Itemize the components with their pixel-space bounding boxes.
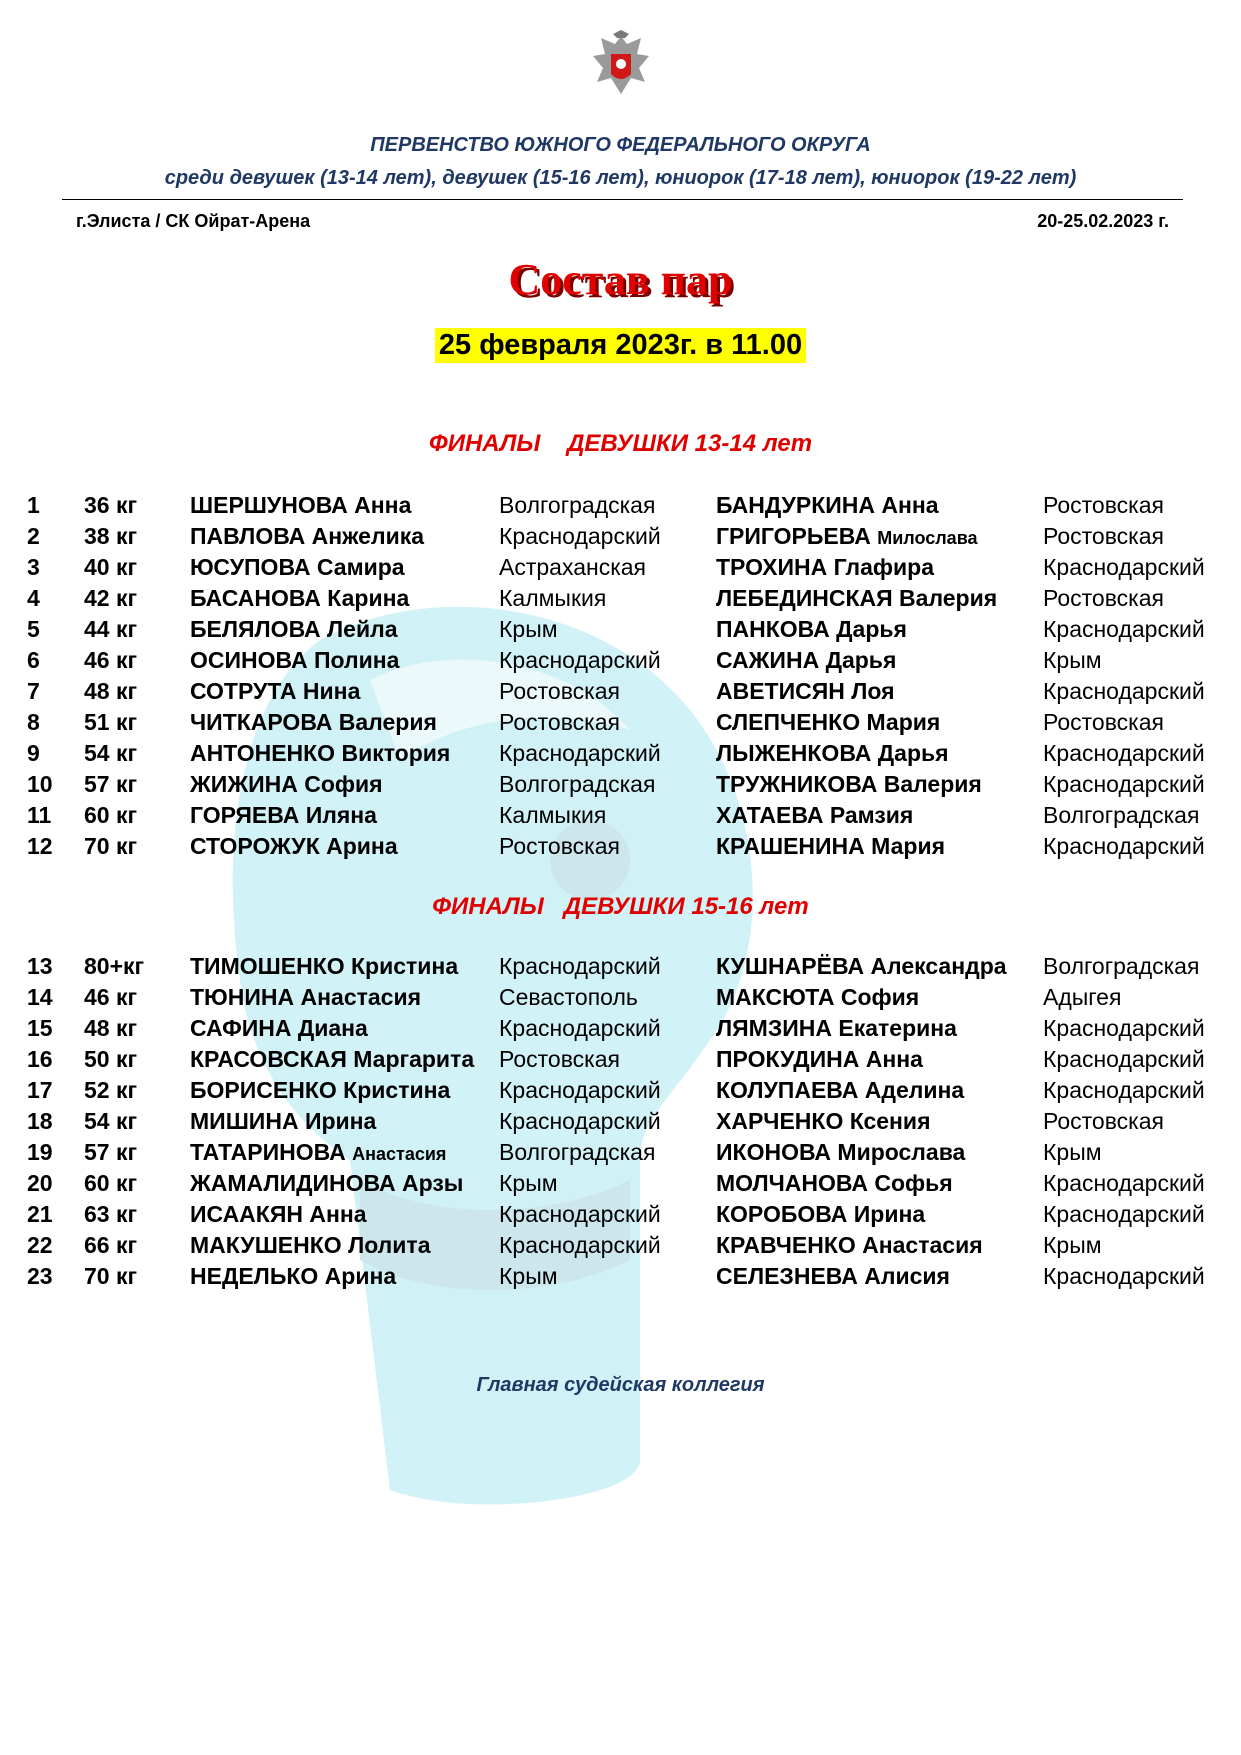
boxer-red-region: Волгоградская <box>499 771 656 797</box>
boxer-red-region: Волгоградская <box>499 492 656 518</box>
bout-number: 1 <box>27 492 40 518</box>
boxer-blue-name-text: МАКСЮТА София <box>716 984 920 1010</box>
boxer-blue-name-small: Милослава <box>877 528 978 548</box>
boxer-blue-name-text: КОРОБОВА Ирина <box>716 1201 926 1227</box>
pair-row <box>0 984 1241 1015</box>
weight-class: 80+кг <box>84 953 145 979</box>
pair-row <box>0 616 1241 647</box>
boxer-red-name <box>190 1139 446 1166</box>
weight-class: 40 кг <box>84 554 138 580</box>
boxer-red-name <box>190 616 398 643</box>
bout-number: 23 <box>27 1263 53 1289</box>
boxer-blue-name-text: САЖИНА Дарья <box>716 647 897 673</box>
boxer-blue-region: Краснодарский <box>1043 1015 1205 1041</box>
boxer-blue-name-text: АВЕТИСЯН Лоя <box>716 678 895 704</box>
boxer-blue-name-text: ГРИГОРЬЕВА <box>716 523 871 549</box>
boxer-red-name-text: ТИМОШЕНКО Кристина <box>190 953 459 979</box>
boxer-red-region: Ростовская <box>499 678 620 704</box>
boxer-blue-name <box>716 802 913 829</box>
boxer-red-region: Калмыкия <box>499 802 607 828</box>
boxer-blue-name <box>716 585 997 612</box>
boxer-red-name <box>190 523 424 550</box>
pair-row <box>0 1201 1241 1232</box>
weight-class: 60 кг <box>84 802 138 828</box>
pair-row <box>0 492 1241 523</box>
pair-row <box>0 953 1241 984</box>
boxer-red-name <box>190 771 383 798</box>
boxer-blue-region: Адыгея <box>1043 984 1122 1010</box>
boxer-blue-region: Краснодарский <box>1043 771 1205 797</box>
weight-class: 57 кг <box>84 771 138 797</box>
boxer-red-name-text: ЖИЖИНА София <box>190 771 383 797</box>
boxer-red-region: Крым <box>499 1170 558 1196</box>
boxer-blue-region: Краснодарский <box>1043 740 1205 766</box>
boxer-red-name <box>190 1201 367 1228</box>
boxer-red-region: Краснодарский <box>499 1077 661 1103</box>
boxer-blue-name <box>716 1170 953 1197</box>
boxer-blue-name <box>716 709 940 736</box>
boxer-blue-name <box>716 771 982 798</box>
boxer-blue-name <box>716 1046 923 1073</box>
boxer-red-name-text: ЖАМАЛИДИНОВА Арзы <box>190 1170 464 1196</box>
weight-class: 54 кг <box>84 1108 138 1134</box>
bout-number: 21 <box>27 1201 53 1227</box>
boxer-blue-region: Ростовская <box>1043 523 1164 549</box>
venue: г.Элиста / СК Ойрат-Арена <box>76 211 311 231</box>
bout-number: 19 <box>27 1139 53 1165</box>
boxer-red-region: Краснодарский <box>499 647 661 673</box>
boxer-red-name <box>190 802 377 829</box>
boxer-blue-name <box>716 1139 965 1166</box>
bout-number: 18 <box>27 1108 53 1134</box>
boxer-blue-name-text: КУШНАРЁВА Александра <box>716 953 1007 979</box>
boxer-red-name-text: АНТОНЕНКО Виктория <box>190 740 451 766</box>
section-title-15-16: ФИНАЛЫ ДЕВУШКИ 15-16 лет <box>432 893 809 920</box>
boxer-blue-region: Ростовская <box>1043 1108 1164 1134</box>
boxer-red-region: Краснодарский <box>499 953 661 979</box>
boxer-blue-name-text: ПРОКУДИНА Анна <box>716 1046 923 1072</box>
weight-class: 66 кг <box>84 1232 138 1258</box>
weight-class: 48 кг <box>84 1015 138 1041</box>
boxer-blue-region: Ростовская <box>1043 492 1164 518</box>
boxer-blue-region: Краснодарский <box>1043 1077 1205 1103</box>
boxer-blue-name <box>716 1108 931 1135</box>
boxer-red-name-text: МИШИНА Ирина <box>190 1108 377 1134</box>
pairs-list-15-16 <box>0 953 1241 1294</box>
boxer-red-name-text: ОСИНОВА Полина <box>190 647 400 673</box>
boxer-blue-name <box>716 523 978 550</box>
boxer-red-name <box>190 709 437 736</box>
pair-row <box>0 1139 1241 1170</box>
weight-class: 70 кг <box>84 833 138 859</box>
boxer-blue-region: Краснодарский <box>1043 1263 1205 1289</box>
weight-class: 63 кг <box>84 1201 138 1227</box>
bout-number: 16 <box>27 1046 53 1072</box>
bout-number: 20 <box>27 1170 53 1196</box>
boxer-blue-name <box>716 616 907 643</box>
boxer-blue-name-text: ИКОНОВА Мирослава <box>716 1139 966 1165</box>
weight-class: 44 кг <box>84 616 138 642</box>
boxer-red-region: Ростовская <box>499 709 620 735</box>
weight-class: 50 кг <box>84 1046 138 1072</box>
boxer-blue-region: Краснодарский <box>1043 616 1205 642</box>
pair-row <box>0 833 1241 864</box>
championship-subtitle: среди девушек (13-14 лет), девушек (15-16 лет), юниорок (17-18 лет), юниорок (19-22 лет) <box>164 167 1077 189</box>
bout-number: 9 <box>27 740 40 766</box>
boxer-red-name-text: НЕДЕЛЬКО Арина <box>190 1263 397 1289</box>
boxer-red-name-text: СТОРОЖУК Арина <box>190 833 398 859</box>
boxer-blue-region: Крым <box>1043 1232 1102 1258</box>
boxer-blue-name-text: ЛЕБЕДИНСКАЯ Валерия <box>716 585 998 611</box>
boxer-blue-region: Волгоградская <box>1043 953 1200 979</box>
boxer-blue-name <box>716 554 934 581</box>
boxer-red-name-text: САФИНА Диана <box>190 1015 368 1041</box>
boxer-blue-name-text: БАНДУРКИНА Анна <box>716 492 939 518</box>
boxer-blue-name-text: ПАНКОВА Дарья <box>716 616 907 642</box>
boxer-blue-name-text: ХАТАЕВА Рамзия <box>716 802 914 828</box>
boxer-red-region: Краснодарский <box>499 1232 661 1258</box>
boxer-blue-region: Ростовская <box>1043 709 1164 735</box>
pair-row <box>0 1232 1241 1263</box>
bout-number: 8 <box>27 709 40 735</box>
bout-number: 3 <box>27 554 40 580</box>
boxer-blue-name-text: КРАШЕНИНА Мария <box>716 833 946 859</box>
weight-class: 46 кг <box>84 984 138 1010</box>
boxer-blue-name-text: ТРУЖНИКОВА Валерия <box>716 771 982 797</box>
boxer-blue-name <box>716 953 1007 980</box>
boxer-blue-name <box>716 1263 950 1290</box>
boxer-blue-region: Краснодарский <box>1043 1046 1205 1072</box>
bout-number: 2 <box>27 523 40 549</box>
boxer-red-name <box>190 984 421 1011</box>
boxer-red-name <box>190 1015 368 1042</box>
pair-row <box>0 1046 1241 1077</box>
bout-number: 17 <box>27 1077 53 1103</box>
boxer-blue-name-text: СЕЛЕЗНЕВА Алисия <box>716 1263 950 1289</box>
pair-row <box>0 1108 1241 1139</box>
bout-number: 10 <box>27 771 53 797</box>
boxer-red-name-text: ЧИТКАРОВА Валерия <box>190 709 437 735</box>
boxer-blue-region: Краснодарский <box>1043 1170 1205 1196</box>
session-date-wrap <box>0 328 1241 363</box>
boxer-red-region: Краснодарский <box>499 1108 661 1134</box>
boxer-red-name-small: Анастасия <box>352 1144 447 1164</box>
pair-row <box>0 740 1241 771</box>
boxer-blue-name-text: ЛЯМЗИНА Екатерина <box>716 1015 957 1041</box>
bout-number: 14 <box>27 984 53 1010</box>
boxer-red-name <box>190 1108 376 1135</box>
weight-class: 48 кг <box>84 678 138 704</box>
boxer-red-name-text: МАКУШЕНКО Лолита <box>190 1232 431 1258</box>
weight-class: 70 кг <box>84 1263 138 1289</box>
pair-row <box>0 1170 1241 1201</box>
boxer-blue-name <box>716 1201 925 1228</box>
boxer-red-region: Севастополь <box>499 984 638 1010</box>
weight-class: 36 кг <box>84 492 138 518</box>
boxer-blue-name <box>716 1015 957 1042</box>
boxer-red-region: Ростовская <box>499 1046 620 1072</box>
boxer-red-name <box>190 492 411 519</box>
boxer-red-region: Краснодарский <box>499 1015 661 1041</box>
boxer-blue-name <box>716 1077 964 1104</box>
bout-number: 7 <box>27 678 40 704</box>
boxer-blue-name <box>716 492 939 519</box>
boxer-red-region: Астраханская <box>499 554 647 580</box>
bout-number: 22 <box>27 1232 53 1258</box>
judges-panel: Главная судейская коллегия <box>476 1374 765 1396</box>
boxer-red-name-text: СОТРУТА Нина <box>190 678 361 704</box>
boxer-red-name <box>190 554 405 581</box>
weight-class: 57 кг <box>84 1139 138 1165</box>
document-title: Состав пар <box>508 255 733 304</box>
pair-row <box>0 802 1241 833</box>
pair-row <box>0 1263 1241 1294</box>
boxer-blue-region: Ростовская <box>1043 585 1164 611</box>
weight-class: 60 кг <box>84 1170 138 1196</box>
bout-number: 13 <box>27 953 53 979</box>
weight-class: 42 кг <box>84 585 138 611</box>
boxer-blue-name <box>716 1232 983 1259</box>
boxer-red-region: Волгоградская <box>499 1139 656 1165</box>
boxer-red-name-text: БАСАНОВА Карина <box>190 585 410 611</box>
event-dates: 20-25.02.2023 г. <box>1037 211 1169 231</box>
pair-row <box>0 771 1241 802</box>
boxer-red-name <box>190 833 398 860</box>
boxer-red-region: Краснодарский <box>499 1201 661 1227</box>
boxer-blue-name-text: КРАВЧЕНКО Анастасия <box>716 1232 983 1258</box>
boxer-red-region: Калмыкия <box>499 585 607 611</box>
weight-class: 38 кг <box>84 523 138 549</box>
boxer-blue-name-text: ХАРЧЕНКО Ксения <box>716 1108 931 1134</box>
boxer-red-name-text: БЕЛЯЛОВА Лейла <box>190 616 398 642</box>
boxer-blue-region: Краснодарский <box>1043 833 1205 859</box>
section-title-13-14: ФИНАЛЫ ДЕВУШКИ 13-14 лет <box>428 430 813 457</box>
pair-row <box>0 523 1241 554</box>
pair-row <box>0 1077 1241 1108</box>
boxer-red-name <box>190 1046 474 1073</box>
championship-title: ПЕРВЕНСТВО ЮЖНОГО ФЕДЕРАЛЬНОГО ОКРУГА <box>370 134 871 156</box>
boxer-red-name <box>190 678 360 705</box>
boxer-red-name-text: ИСААКЯН Анна <box>190 1201 367 1227</box>
eagle-emblem-icon <box>583 28 659 104</box>
boxer-red-name <box>190 1232 431 1259</box>
boxer-blue-region: Крым <box>1043 647 1102 673</box>
boxer-red-name-text: ТАТАРИНОВА <box>190 1139 346 1165</box>
boxer-blue-region: Крым <box>1043 1139 1102 1165</box>
pairs-list-13-14 <box>0 492 1241 864</box>
boxer-red-name-text: ГОРЯЕВА Иляна <box>190 802 377 828</box>
boxer-red-name <box>190 1077 450 1104</box>
weight-class: 52 кг <box>84 1077 138 1103</box>
boxer-red-name <box>190 1170 463 1197</box>
boxer-red-name <box>190 953 458 980</box>
session-date: 25 февраля 2023г. в 11.00 <box>435 328 806 363</box>
boxer-red-name <box>190 585 409 612</box>
bout-number: 4 <box>27 585 40 611</box>
pair-row <box>0 678 1241 709</box>
weight-class: 54 кг <box>84 740 138 766</box>
pair-row <box>0 1015 1241 1046</box>
boxer-blue-name-text: ТРОХИНА Глафира <box>716 554 934 580</box>
boxer-red-name-text: ЮСУПОВА Самира <box>190 554 405 580</box>
boxer-blue-region: Краснодарский <box>1043 1201 1205 1227</box>
boxer-red-name-text: КРАСОВСКАЯ Маргарита <box>190 1046 475 1072</box>
boxer-blue-region: Краснодарский <box>1043 678 1205 704</box>
bout-number: 5 <box>27 616 40 642</box>
boxer-blue-region: Краснодарский <box>1043 554 1205 580</box>
bout-number: 15 <box>27 1015 53 1041</box>
boxer-red-name <box>190 647 399 674</box>
boxer-red-region: Краснодарский <box>499 523 661 549</box>
boxer-blue-name <box>716 678 895 705</box>
boxer-red-name-text: БОРИСЕНКО Кристина <box>190 1077 451 1103</box>
boxer-red-name-text: ПАВЛОВА Анжелика <box>190 523 425 549</box>
boxer-blue-name-text: СЛЕПЧЕНКО Мария <box>716 709 941 735</box>
boxer-blue-name-text: МОЛЧАНОВА Софья <box>716 1170 953 1196</box>
boxer-red-name-text: ТЮНИНА Анастасия <box>190 984 422 1010</box>
pair-row <box>0 647 1241 678</box>
bout-number: 6 <box>27 647 40 673</box>
boxer-blue-name <box>716 833 945 860</box>
boxer-blue-name <box>716 740 949 767</box>
boxer-blue-region: Волгоградская <box>1043 802 1200 828</box>
boxer-blue-name-text: ЛЫЖЕНКОВА Дарья <box>716 740 949 766</box>
boxer-red-region: Краснодарский <box>499 740 661 766</box>
boxer-blue-name-text: КОЛУПАЕВА Аделина <box>716 1077 965 1103</box>
bout-number: 12 <box>27 833 53 859</box>
pair-row <box>0 554 1241 585</box>
boxer-blue-name <box>716 647 896 674</box>
pair-row <box>0 585 1241 616</box>
bout-number: 11 <box>27 802 52 828</box>
boxer-red-region: Крым <box>499 1263 558 1289</box>
boxer-red-region: Ростовская <box>499 833 620 859</box>
boxer-red-name-text: ШЕРШУНОВА Анна <box>190 492 412 518</box>
boxer-red-name <box>190 1263 396 1290</box>
header-divider <box>62 199 1183 200</box>
boxer-red-name <box>190 740 450 767</box>
boxer-blue-name <box>716 984 919 1011</box>
weight-class: 46 кг <box>84 647 138 673</box>
weight-class: 51 кг <box>84 709 138 735</box>
boxer-red-region: Крым <box>499 616 558 642</box>
pair-row <box>0 709 1241 740</box>
